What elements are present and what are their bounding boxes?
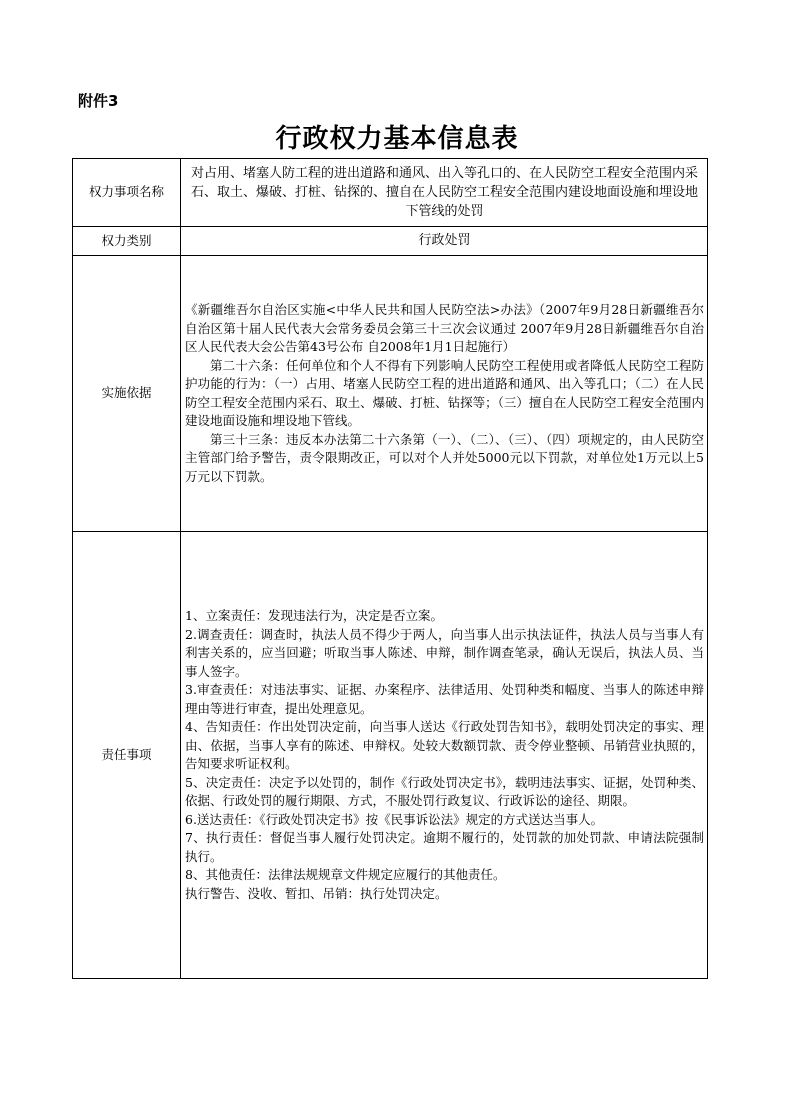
responsibility-item: 4、告知责任：作出处罚决定前，向当事人送达《行政处罚告知书》，载明处罚决定的事实、理由、依据，当事人享有的陈述、申辩权。处较大数额罚款、责令停业整顿、吊销营业执照的，告知要求听证权利。 bbox=[185, 719, 704, 771]
responsibility-item: 7、执行责任：督促当事人履行处罚决定。逾期不履行的，处罚款的加处罚款、申请法院强制执行。 bbox=[185, 830, 704, 864]
responsibility-item: 6.送达责任：《行政处罚决定书》按《民事诉讼法》规定的方式送达当事人。 bbox=[185, 811, 604, 827]
table-row-basis bbox=[73, 256, 708, 532]
basis-paragraph: 《新疆维吾尔自治区实施<中华人民共和国人民防空法>办法》（2007年9月28日新疆维吾尔自治区第十届人民代表大会常务委员会第三十三次会议通过 2007年9月28日新疆维吾尔自治区人民代表大会公告第43号公布 自2008年1月1日起施行） bbox=[185, 302, 704, 354]
responsibility-item: 执行警告、没收、暂扣、吊销：执行处罚决定。 bbox=[185, 885, 448, 901]
responsibility-item: 2.调查责任：调查时，执法人员不得少于两人，向当事人出示执法证件，执法人员与当事人有利害关系的，应当回避；听取当事人陈述、申辩，制作调查笔录，确认无误后，执法人员、当事人签字。 bbox=[185, 626, 704, 679]
basis-cell bbox=[181, 256, 708, 532]
table-row-responsibility bbox=[73, 532, 708, 979]
power-name-label: 权力事项名称 bbox=[73, 159, 181, 227]
power-category-value: 行政处罚 bbox=[418, 232, 471, 248]
responsibility-cell bbox=[181, 532, 708, 979]
responsibility-item: 1、立案责任：发现违法行为，决定是否立案。 bbox=[185, 608, 443, 623]
attachment-number: 附件3 bbox=[78, 92, 119, 110]
info-table bbox=[72, 158, 708, 979]
power-name-cell bbox=[181, 159, 708, 227]
basis-paragraph: 第二十六条：任何单位和个人不得有下列影响人民防空工程使用或者降低人民防空工程防护功能的行为：（一）占用、堵塞人民防空工程的进出道路和通风、出入等孔口；（二）在人民防空工程安全范围内采石、取土、爆破、打桩、钻探等；（三）擅自在人民防空工程安全范围内建设地面设施和埋设地下管线。 bbox=[185, 357, 704, 428]
responsibility-item: 3.审查责任：对违法事实、证据、办案程序、法律适用、处罚种类和幅度、当事人的陈述申辩理由等进行审查，提出处理意见。 bbox=[185, 682, 704, 716]
power-category-label: 权力类别 bbox=[73, 227, 181, 256]
responsibility-item: 5、决定责任：决定予以处罚的，制作《行政处罚决定书》，载明违法事实、证据，处罚种类、依据、行政处罚的履行期限、方式，不服处罚行政复议、行政诉讼的途径、期限。 bbox=[185, 774, 704, 808]
basis-paragraph: 第三十三条：违反本办法第二十六条第（一）、（二）、（三）、（四）项规定的，由人民防空主管部门给予警告，责令限期改正，可以对个人并处5000元以下罚款，对单位处1万元以上5万元以下罚款。 bbox=[185, 431, 704, 484]
responsibility-item: 8、其他责任：法律法规规章文件规定应履行的其他责任。 bbox=[185, 867, 506, 882]
table-row-power-name bbox=[73, 159, 708, 227]
power-category-cell bbox=[181, 227, 708, 256]
basis-label: 实施依据 bbox=[73, 256, 181, 532]
responsibility-label: 责任事项 bbox=[73, 532, 181, 979]
power-name-value: 对占用、堵塞人防工程的进出道路和通风、出入等孔口的、在人民防空工程安全范围内采石、取土、爆破、打桩、钻探的、擅自在人民防空工程安全范围内建设地面设施和埋设地下管线的处罚 bbox=[190, 166, 698, 219]
table-row-power-category bbox=[73, 227, 708, 256]
page-title: 行政权力基本信息表 bbox=[275, 124, 519, 154]
